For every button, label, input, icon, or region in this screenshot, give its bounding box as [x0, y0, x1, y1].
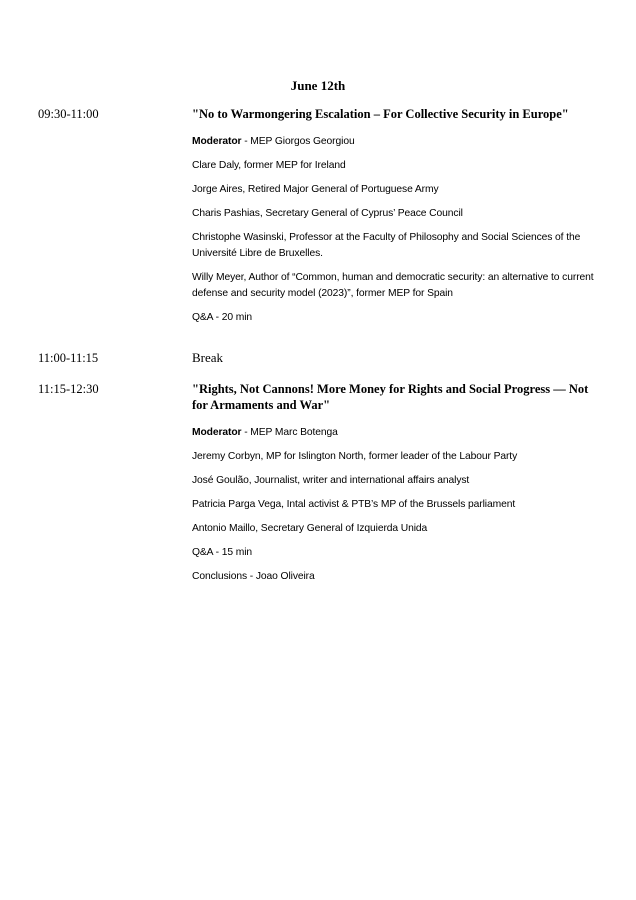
session-title: "Rights, Not Cannons! More Money for Rights and Social Progress — Not for Armaments and War" [192, 382, 589, 412]
speaker-item: Clare Daly, former MEP for Ireland [192, 160, 346, 171]
session-title: "No to Warmongering Escalation – For Collective Security in Europe" [192, 107, 569, 121]
moderator-name: - MEP Marc Botenga [241, 427, 338, 438]
speaker-item: Jeremy Corbyn, MP for Islington North, former leader of the Labour Party [192, 451, 518, 462]
session-content [192, 381, 602, 593]
speaker-item: Christophe Wasinski, Professor at the Faculty of Philosophy and Social Sciences of the Université Libre de Bruxelles. [192, 232, 581, 259]
qa-item: Q&A - 15 min [192, 547, 253, 558]
moderator-name: - MEP Giorgos Georgiou [241, 136, 355, 147]
speaker-item: Charis Pashias, Secretary General of Cyprus’ Peace Council [192, 208, 463, 219]
moderator-line [192, 134, 602, 150]
qa-item: Q&A - 20 min [192, 312, 253, 323]
session-title: Break [192, 350, 224, 365]
session-content [192, 106, 602, 334]
moderator-line [192, 425, 602, 441]
conclusions-item: Conclusions - Joao Oliveira [192, 571, 315, 582]
speaker-item: José Goulão, Journalist, writer and international affairs analyst [192, 475, 470, 486]
session-content [192, 350, 602, 378]
session-time: 09:30-11:00 [38, 107, 99, 121]
speaker-item: Jorge Aires, Retired Major General of Portuguese Army [192, 184, 439, 195]
session-time: 11:00-11:15 [38, 351, 99, 365]
moderator-label: Moderator [192, 136, 242, 147]
speaker-item: Patricia Parga Vega, Intal activist & PTB’s MP of the Brussels parliament [192, 499, 516, 510]
session-time: 11:15-12:30 [38, 382, 99, 396]
moderator-label: Moderator [192, 427, 242, 438]
speaker-item: Antonio Maillo, Secretary General of Izquierda Unida [192, 523, 428, 534]
page-date-heading: June 12th [290, 78, 346, 93]
speaker-item: Willy Meyer, Author of “Common, human and democratic security: an alternative to current defense and security model (2023)”, former MEP for Spain [192, 272, 594, 299]
